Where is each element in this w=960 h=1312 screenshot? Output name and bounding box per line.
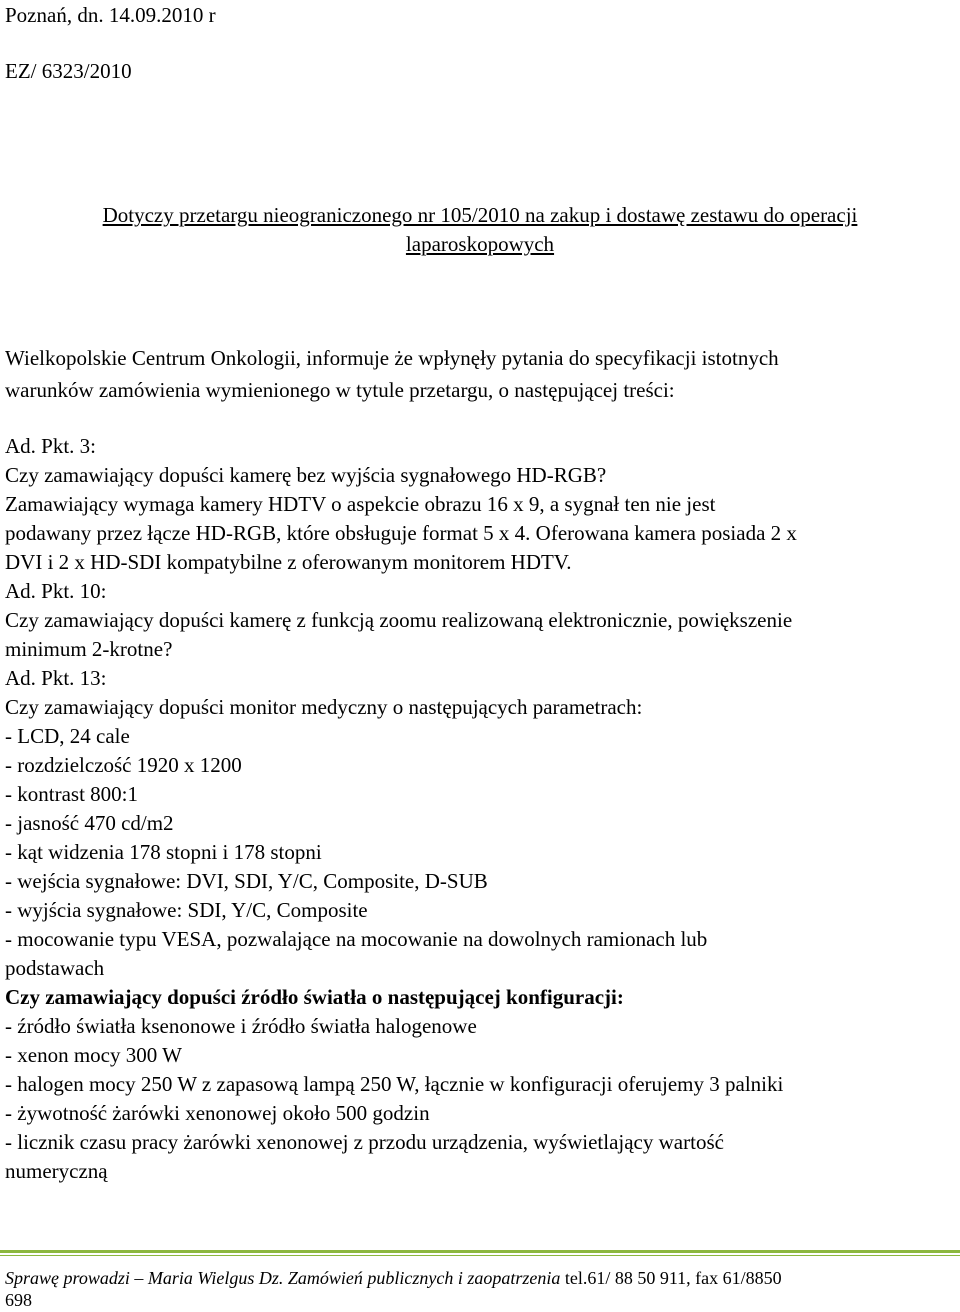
q4-item: numeryczną (5, 1159, 108, 1183)
q4-item: - źródło światła ksenonowe i źródło światła halogenowe (5, 1014, 477, 1038)
q3-item: - jasność 470 cd/m2 (5, 811, 174, 835)
place-date: Poznań, dn. 14.09.2010 r (5, 3, 216, 27)
q1-question: Czy zamawiający dopuści kamerę bez wyjścia sygnałowego HD-RGB? (5, 463, 607, 487)
q4-item: - halogen mocy 250 W z zapasową lampą 250 W, łącznie w konfiguracji oferujemy 3 palniki (5, 1072, 784, 1096)
intro-line-1: Wielkopolskie Centrum Onkologii, informuje że wpłynęły pytania do specyfikacji istotnych (5, 346, 779, 370)
q1-heading: Ad. Pkt. 3: (5, 434, 97, 458)
q3-item: - wyjścia sygnałowe: SDI, Y/C, Composite (5, 898, 368, 922)
subject-line-1: Dotyczy przetargu nieograniczonego nr 105/2010 na zakup i dostawę zestawu do operacji (102, 203, 858, 227)
q4-item: - xenon mocy 300 W (5, 1043, 182, 1067)
q2-question-line-1: Czy zamawiający dopuści kamerę z funkcją zoomu realizowaną elektronicznie, powiększenie (5, 608, 793, 632)
q3-heading: Ad. Pkt. 13: (5, 666, 107, 690)
q3-item: - wejścia sygnałowe: DVI, SDI, Y/C, Composite, D-SUB (5, 869, 488, 893)
q1-answer-line-3: DVI i 2 x HD-SDI kompatybilne z oferowanym monitorem HDTV. (5, 550, 572, 574)
q4-question: Czy zamawiający dopuści źródło światła o następującej konfiguracji: (5, 985, 624, 1009)
q3-item: - LCD, 24 cale (5, 724, 130, 748)
q4-item: - żywotność żarówki xenonowej około 500 godzin (5, 1101, 430, 1125)
footer-rule (0, 1250, 960, 1253)
intro-line-2: warunków zamówienia wymienionego w tytule przetargu, o następującej treści: (5, 378, 675, 402)
q3-item: - kontrast 800:1 (5, 782, 138, 806)
footer-rule-thin (0, 1255, 960, 1256)
reference-number: EZ/ 6323/2010 (5, 59, 132, 83)
footer-line-1 (5, 1266, 782, 1290)
q3-item: - kąt widzenia 178 stopni i 178 stopni (5, 840, 322, 864)
q3-question: Czy zamawiający dopuści monitor medyczny o następujących parametrach: (5, 695, 643, 719)
q3-item: podstawach (5, 956, 105, 980)
q3-item: - rozdzielczość 1920 x 1200 (5, 753, 242, 777)
q1-answer-line-1: Zamawiający wymaga kamery HDTV o aspekcie obrazu 16 x 9, a sygnał ten nie jest (5, 492, 716, 516)
q4-item: - licznik czasu pracy żarówki xenonowej z przodu urządzenia, wyświetlający wartość (5, 1130, 724, 1154)
q1-answer-line-2: podawany przez łącze HD-RGB, które obsługuje format 5 x 4. Oferowana kamera posiada 2 x (5, 521, 797, 545)
q2-question-line-2: minimum 2-krotne? (5, 637, 173, 661)
subject-line-2: laparoskopowych (405, 232, 555, 256)
footer-line-2: 698 (5, 1290, 32, 1310)
footer-contact-person: Sprawę prowadzi – Maria Wielgus Dz. Zamówień publicznych i zaopatrzenia (5, 1268, 561, 1288)
footer-phone: tel.61/ 88 50 911, fax 61/8850 (560, 1268, 782, 1288)
q3-item: - mocowanie typu VESA, pozwalające na mocowanie na dowolnych ramionach lub (5, 927, 708, 951)
q2-heading: Ad. Pkt. 10: (5, 579, 107, 603)
